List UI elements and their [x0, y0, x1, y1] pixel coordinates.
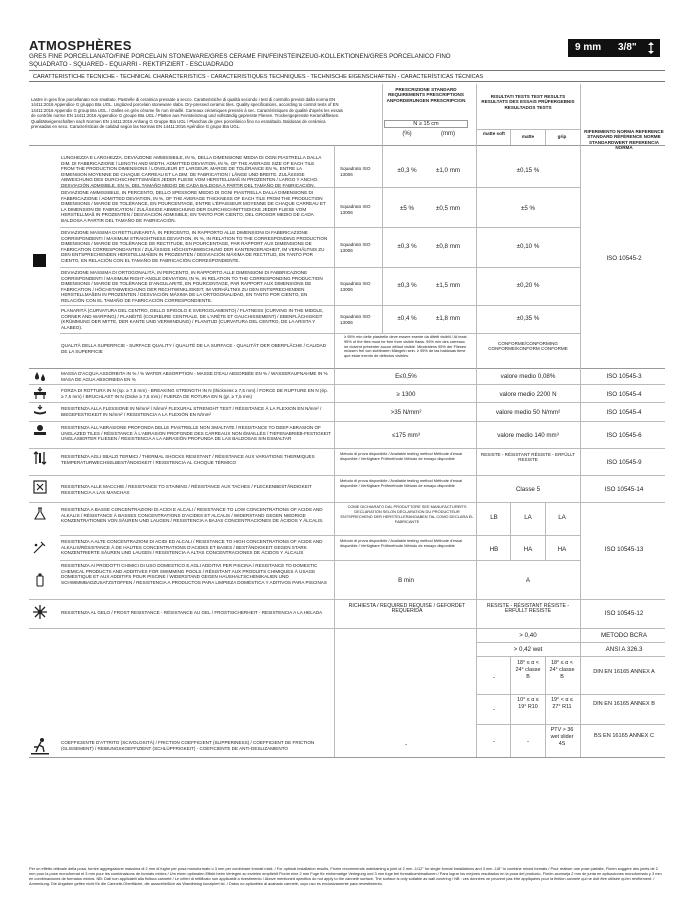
- chemical-v2: A: [525, 577, 531, 584]
- matte-header: matte: [521, 134, 535, 139]
- dimension-result: ±0,15 %: [516, 167, 540, 174]
- slip-person-icon: [31, 737, 49, 755]
- results-header: RISULTATI TESTS TEST RESULTS RESULTATS DES ESSAIS PRÜFERGEBNIS RESULTADOS TESTS: [481, 94, 575, 110]
- n-label: N ≥ 15 cm: [384, 120, 468, 128]
- chemical-requirement: COME DICHIARATO DAL PRODUTTORE SEE MANUFACTURER'S DECLARATION SELON DÉCLARATION DU PRODUCTEUR ENTSPRECHEND DER HERSTELLERANGABEN TAL COMO DECLARA EL FABRICANTE: [340, 504, 474, 524]
- dimension-cond: Squadrato ISO 13006: [340, 166, 371, 177]
- test-reference: ISO 10545-4: [606, 409, 642, 416]
- dimension-result: ±5 %: [520, 205, 536, 212]
- test-result: valore medio 140 mm³: [497, 432, 559, 439]
- matte-soft-header: matte soft: [483, 131, 505, 136]
- friction-v1: -: [492, 738, 496, 745]
- dimension-label: DEVIAZIONE MASSIMA DI ORTOGONALITÀ, IN PERCENTO, IN RAPPORTO ALLE DIMENSIONI DI FABBRICAZIONE CORRISPONDENTI / MAXIMUM RIGHT-ANGLE DEVIATION, IN %, IN RELATION TO THE CORRESPONDING PRODUCTION DIMENSIONS / MARGE DE TOLÉRANCE D'ANGULARITÉ, EN POURCENTAGE, PAR RAPPORT AUX DIMENSIONS DE FABRICATION / HÖCHSTABWEICHUNG DER RECHTWINKLIGKEIT, IM VERHÄLTNIS ZU DEN ENTSPRECHENDEN HERSTELLMAßEN IN PROZENTEN / DESVIACIÓN MÁXIMA DE LA ORTOGONALIDAD, EN TANTO POR CIENTO, EN RELACIÓN CON EL TAMAÑO DE FABRICACIÓN CORRESPONDIENTE.: [61, 270, 323, 303]
- test-label: RESISTENZA ALLA FLESSIONE IN N/mm² / N/mm² FLEXURAL STRENGHT TEST / RÉSISTANCE À LA FLEXION EN N/mm² / BIEGEFESTIGKEIT IN N/mm² / RESISTENCIA A LA FLEXIÓN EN N/mm²: [61, 406, 322, 417]
- dimension-label: DEVIAZIONE AMMISSIBILE, IN PERCENTO, DELLO SPESSORE MEDIO DI OGNI PIASTRELLA DALLA DIMENSIONE DI FABBRICAZIONE / ADMITTED DEVIATION, IN %, OF THE AVERAGE THICKNESS OF EACH TILE FROM THE PRODUCTION DIMENSIONS / MARGE DE TOLÉRANCE, EN POURCENTAGE, ENTRE L'ÉPAISSEUR MOYENNE DE CHAQUE CARREAU ET LA DIMENSION DE FABRICATION / ZULÄSSIGE ABWEICHUNG DER DURCHSCHNITTSDICKE JEDER FLIESE VOM HERSTELLMAß IN PROZENTEN / DESVIACIÓN ADMISIBLE, EN TANTO POR CIENTO, DEL GROSOR MEDIO DE CADA BALDOSA A PARTIR DEL TAMAÑO DE FABRICACIÓN.: [61, 190, 326, 223]
- acid-drop-icon: [33, 540, 47, 554]
- frost-requirement: RICHIESTA / REQUIRED REQUISE / GEFORDET REQUERIDA: [348, 603, 466, 615]
- frost-reference: ISO 10545-12: [604, 610, 644, 617]
- dimension-pct: ±0,3 %: [397, 243, 417, 250]
- thickness-badge: [568, 39, 660, 57]
- dimension-cond: Squadrato ISO 13006: [340, 242, 371, 253]
- dimension-pct: ±0,3 %: [397, 282, 417, 289]
- test-label: RESISTENZA ALL'ABRASIONE PROFONDA DELLE PIASTRELLE NON SMALTATE / RESISTANCE TO DEEP ABRASION OF UNGLAZED TILES / RÉSISTANCE À L'ABRASION PROFONDE DES CARREAUX NON ÉMAILLÉS / TIEFENABRIEB-FESTIGKEIT UNGLASIERTER FLIESEN / RESISTENCIA A LA ABRASIÓN PROFUNDA DE LAS BALDOSAS SIN ESMALTAR: [61, 425, 331, 442]
- dimension-result: ±0,10 %: [516, 243, 540, 250]
- test-result: Classe 5: [515, 486, 541, 493]
- dimension-pct: ±0,3 %: [397, 167, 417, 174]
- chemical-v3: LA: [558, 514, 566, 521]
- thickness-mm: 9 mm: [575, 42, 602, 53]
- test-result: valore medio 0,08%: [500, 373, 556, 380]
- frost-result: RESISTE - RÉSISTANT RÉSISTE - ERFÜLLT RESISTE: [486, 603, 570, 615]
- test-requirement: ≤175 mm³: [392, 432, 420, 439]
- household-chemical-icon: [33, 573, 47, 587]
- test-reference: ISO 10545-3: [606, 373, 642, 380]
- dimension-label: PLANARITÀ (CURVATURA DEL CENTRO, DELLO SPIGOLO E SVERGOLAMENTO) / FLATNESS (CURVING IN THE MIDDLE, CORNER AND WARPING) / PLANÉITÉ (COURBURE CENTRALE, DE L'ARÊTE ET GAUCHISSEMENT) / EBENFLÄCHIGKEIT (KRÜMMUNG DER MITTE, DER KANTE UND VERWINDUNG) / PLANITUD (CURVATURA DEL CENTRO, DE LA ARISTA Y ALABEO).: [61, 308, 324, 330]
- friction-v3: 19° < α ≤ 27° R11: [551, 697, 573, 710]
- test-result: RESISTE - RÉSISTANT RÉSISTE - ERFÜLLT RESISTE: [480, 452, 576, 463]
- abrasion-icon: [34, 424, 46, 436]
- page-title: ATMOSPHÈRES: [29, 38, 132, 53]
- dimension-cond: Squadrato ISO 13006: [340, 204, 371, 215]
- friction-requirement: -: [404, 741, 408, 748]
- square-tile-icon: [33, 254, 46, 267]
- test-requirement: Metodo di prova disponibile / Available testing method Méthode d'essai disponible / Verfügbare Prüfmethode Método de ensayo disponible: [340, 478, 463, 488]
- surface-label: QUALITÀ DELLA SUPERFICIE - SURFACE QUALITY / QUALITÉ DE LA SURFACE - QUALITÄT DER OBERFLÄCHE / CALIDAD DE LA SUPERFICIE: [61, 343, 327, 354]
- test-reference: ISO 10545-6: [606, 432, 642, 439]
- friction-reference: METODO BCRA: [601, 632, 647, 639]
- dimension-mm: ±1,8 mm: [435, 315, 461, 322]
- test-requirement: Metodo di prova disponibile / Available testing method Méthode d'essai disponible / Verfügbare Prüfmethode Método de ensayo disponible: [340, 451, 463, 461]
- dimension-mm: ±0,5 mm: [435, 205, 461, 212]
- mm-header: (mm): [441, 131, 455, 137]
- chemical-label: RESISTENZA A ALTE CONCENTRAZIONI DI ACIDI ED ALCALI / RESISTANCE TO HIGH CONCENTRATIONS OF ACIDS AND ALKALIS/RÉSISTANCE À DE HAUTES CONCENTRATIONS D'ACIDES ET BASES / BESTÄNDIGKEIT GEGEN STARK KONZENTRIERTE SÄUREN UND LAUGEN / RESISTENCIA A ALTAS CONCENTRACIONES DE ÁCIDOS Y ÁLCALIS: [61, 539, 323, 556]
- friction-reference: DIN EN 16165 ANNEX B: [593, 701, 655, 707]
- dimension-pct: ±5 %: [399, 205, 415, 212]
- chemical-v2: LA: [524, 514, 532, 521]
- dimension-cond: Squadrato ISO 13006: [340, 281, 371, 292]
- thermal-shock-icon: [33, 451, 47, 465]
- breaking-strength-icon: [34, 387, 46, 399]
- dimension-result: ±0,35 %: [516, 315, 540, 322]
- test-reference: ISO 10545-9: [606, 459, 642, 466]
- dimension-mm: ±1,0 mm: [435, 167, 461, 174]
- friction-v2: 18° ≤ α < 24° classe B: [515, 660, 541, 680]
- pct-header: (%): [402, 131, 412, 137]
- subtitle-line1: GRES FINE PORCELLANATO/FINE PORCELAIN STONEWARE/GRES CERAME FIN/FEINSTEINZEUG-KOLLEKTIONEN/GRES PORCELANICO FINO: [29, 53, 451, 60]
- friction-v1: -: [492, 706, 496, 713]
- friction-reference: DIN EN 16165 ANNEX A: [593, 669, 655, 675]
- chemical-v1: LB: [490, 514, 498, 521]
- test-label: RESISTENZA AGLI SBALZI TERMICI / THERMAL SHOCKS RESISTANT / RÉSISTANCE AUX VARIATIONS THERMIQUES TEMPERATURWECHSELBESTÄNDIGKEIT / RESISTENCIA AL CHOQUE TÉRMICO: [61, 454, 315, 465]
- dimension-label: DEVIAZIONE MASSIMA DI RETTILINEARITÀ, IN PERCENTO, IN RAPPORTO ALLE DIMENSIONI DI FABBRICAZIONE CORRISPONDENTI / MAXIMUM STRAIGHTNESS DEVIATION, IN %, IN RELATION TO THE CORRESPONDING PRODUCTION DIMENSIONS / MARGE DE TOLÉRANCE DE RECTITUDE, EN POURCENTAGE, PAR RAPPORT AUX DIMENSIONS DE FABRICATION CORRESPONDANTES / ZULÄSSIGE HÖCHSTABWEICHUNG DER KANTENGERADHEIT, IM VERHÄLTNIS ZU DEN ENTSPRECHENDEN HERSTELLMAßEN IN PROZENTEN / DESVIACIÓN MÁXIMA DE RECTITUD, EN TANTO POR CIENTO, EN RELACIÓN CON EL TAMAÑO DE FABRICACIÓN CORRESPONDIENTE.: [61, 230, 328, 263]
- test-result: valore medio 50 N/mm²: [495, 409, 561, 416]
- dimension-reference: ISO 10545-2: [606, 255, 642, 262]
- test-label: MASSA D'ACQUA ASSORBITA IN % / % WATER ABSORPTION - MASSE D'EAU ABSORBÉE EN % / WASSERAUFNAHME IN % MASA DE AGUA ABSORBIDA EN %: [61, 371, 328, 382]
- intro-text: Lastre in gres fine porcellanato non smaltato. Pastrelle di ceramica pressate a secco. Caratteristiche di qualità secondo i test di controllo previsti dalla norma EN 14411:2016 Appendice G gruppo BIa UGL. Unglazed porcelain stoneware slabs. Dry-pressed ceramic tiles. Quality specifications, according to control tests of EN 14411:2016 Appendix G group BIa UGL. / Dalles en grès cérame fin non émaillé. Carreaux céramiques pressés à sec. Caractéristiques de qualité d'après les essais de contrôle norme EN 14411:2016 Appendice G groupe BIa UGL / Platten aus Feinsteinzeug und vollständig gepresste Fliesen. Trockengepresste Keramikfliesen. Qualitätseigenschaften nach Normen EN 14411:2016 Anhang G Gruppe BIa UGL / Planchas de gres porcelánico fino no esmaltado. Baldosas de cerámica prensadas en seco. Características de calidad según las Normas EN 14411:2016 Apéndice G grupo BIa UGL.: [31, 97, 343, 130]
- grip-header: grip: [557, 134, 567, 139]
- chemical-label: RESISTENZA A BASSE CONCENTRAZIONI DI ACIDI E ALCALI / RESISTANCE TO LOW CONCENTRATIONS OF ACIDS AND ALKALIS / RÉSISTANCE À BASSES CONCENTRATIONS D'ACIDES ET ALCALIS / WIDERSTAND GEGEN NIEDRIGE KONZENTRATIONEN VON SÄUREN UND LAUGEN / RESISTENCIA A BAJAS CONCENTRACIONES DE ÁCIDOS Y ÁLCALIS.: [61, 507, 324, 524]
- test-requirement: E≤0,5%: [395, 373, 417, 380]
- test-label: FORZA DI ROTTURA IN N (sp. ≥ 7,5 mm) - BREAKING STRENGTH IN N (thickness ≥ 7,5 mm) / FORCE DE RUPTURE EN N (ép. ≥ 7,5 mm) / BRUCHLAST IN N (Dicke ≥ 7,5 mm) / FUERZA DE ROTURA EN N (gr. ≥ 7,5 mm): [61, 388, 328, 399]
- chemical-label: RESISTENZA AI PRODOTTI CHIMICI DI USO DOMESTICO E AGLI ADDITIVI PER PISCINA / RESISTANCE TO DOMESTIC CHEMICAL PRODUCTS AND ADDITIVES FOR SWIMMING POOLS / RÉSISTANT AUX PRODUITS CHIMIQUES À USAGE DOMESTIQUE ET AUX ADDITIFS POUR PISCINE / WIDERSTAND GEGEN HAUSHALTSCHEMIKALIEN UND SCHWIMMBADZUSATZSTOFFEN / RESISTENCIA A PRODUCTOS PARA LIMPIEZA DOMÉSTICA Y ADITIVOS PARA PISCINAS: [61, 563, 327, 585]
- test-reference: ISO 10545-4: [606, 391, 642, 398]
- test-label: RESISTENZA ALLE MACCHIE / RESISTANCE TO STAINING / RÉSISTANCE AUX TACHES / FLECKENBESTÄNDIGKEIT RESISTENCIA A LAS MANCHAS: [61, 484, 312, 495]
- friction-v1: -: [492, 674, 496, 681]
- chemical-flask-icon: [33, 507, 47, 521]
- footer-notes: Per un effetto ottimale della posa, fornire aggregazione massima di 2 mm di fughe per posa monoformato o 3 mm per combinare formati misti. / For optimal installation results, Florim recommends maintaining a joint of 2 mm -1/12" for single format installations and 3 mm -1/8" to combine mixed formats / Pour réaliser une pose parfaite, Florim suggère des joints de 2 mm pour la pose monoformat et 3 mm pour les combinaisons de formats mixtes / Um einen optimalen Effekt beim Verlegen zu erzielen empfiehlt Florim eine 2 mm Fuge für einformatige Verlegung und 3 mm fuge bei formatkombinationen / Para lograr los mejores resultados en la posa del producto, Florim aconseja 2 mm de junta en aplicaciones monoformato y 3 mm en combinaciones de formatos mixtos. NB: Dati non applicabili alla finitura cannetè / Le criteri di rettificato non applicabili a rivestimento / Above mentioned specifics do not apply to the cannetè surface. The surface is only suitable as wall covering / NB : ces données ne peuvent pas être appliquées pour la finition cannelé qui ne doit être utilisée qu'en revêtement. / Anmerkung: Die Angaben gelten nicht für die Cannetè-Oberfläche, die ausschließlich als Wandbelag konzipiert ist. / Datos no aplicables al acabado cannetè, cuyo uso es exclusivamente para revestimiento.: [29, 866, 662, 886]
- section-title: CARATTERISTICHE TECNICHE - TECHNICAL CHARACTERISTICS - CARACTERISTIQUES TECHNIQUES - TECHNISCHE EIGENSCHAFTEN - CARACTERÍSTICAS TÉCNICAS: [29, 70, 665, 82]
- surface-requirement: ≥ 95% min delle piastrelle deve essere esente da difetti visibili / At least 95% of the tiles must be free from visible flaws. 95% min des carreaux ne doivent présenter aucun défaut visible. Mindestens 95% der Fliesen müssen frei von sichtbaren Mängeln sein. ≥ 95% de las baldosas tiene que estar exento de defectos visibles.: [344, 334, 467, 359]
- reference-header: RIFERIMENTO NORMA REFERENCE STANDARD RÉFÉRENCE NORME STANDARDWERT REFERENCIA NORMA: [584, 129, 664, 151]
- dimension-cond: Squadrato ISO 13006: [340, 314, 371, 325]
- chemical-v3: HA: [557, 546, 567, 553]
- friction-value: > 0,40: [519, 632, 537, 639]
- dimension-pct: ±0,4 %: [397, 315, 417, 322]
- test-reference: ISO 10545-14: [604, 486, 644, 493]
- dimension-mm: ±0,8 mm: [435, 243, 461, 250]
- chemical-reference: ISO 10545-13: [604, 546, 644, 553]
- flexural-strength-icon: [34, 405, 46, 417]
- subtitle-line2: SQUADRATO - SQUARED - EQUARRI - REKTIFIZIERT - ESCUADRADO: [29, 61, 234, 68]
- friction-value: > 0,42 wet: [513, 646, 543, 653]
- friction-reference: ANSI A 326.3: [605, 646, 643, 653]
- friction-reference: BS EN 16165 ANNEX C: [593, 733, 654, 739]
- test-result: valore medio 2200 N: [499, 391, 557, 398]
- test-requirement: >35 N/mm²: [390, 409, 422, 416]
- thickness-arrow-icon: [648, 42, 654, 54]
- friction-v3: PTV > 36 wet slider 4S: [550, 727, 574, 747]
- chemical-v2: HA: [523, 546, 533, 553]
- thickness-in: 3/8": [618, 42, 637, 53]
- chemical-requirement: B min: [398, 577, 414, 584]
- test-requirement: ≥ 1300: [396, 391, 416, 398]
- friction-v2: -: [526, 738, 530, 745]
- requirements-header: PRESCRIZIONE STANDARD REQUIREMENTS PRESCRIPTIONS ANFORDERUNGEN PRESCRIPCION: [386, 87, 466, 103]
- chemical-requirement: Metodo di prova disponibile / Available testing method Méthode d'essai disponible / Verfügbare Prüfmethode Método de ensayo disponible: [340, 538, 463, 548]
- friction-label: COEFFICIENTE D'ATTRITO (SCIVOLOSITÀ) / FRICTION COEFFICIENT (SLIPPERINESS) / COEFFICIENT DE FRICTION (GLISSEMENT) / REIBUNGSKOEFFIZIENT (SCHLÜPFRIGKEIT) - COEFICIENTE DE ANTI-DESLIZAMIENTO: [61, 740, 315, 751]
- friction-v2: 10° ≤ α ≤ 19° R10: [517, 697, 539, 710]
- dimension-result: ±0,20 %: [516, 282, 540, 289]
- stain-icon: [33, 480, 47, 494]
- frost-label: RESISTENZA AL GELO / FROST RESISTANCE - RÉSISTANCE AU GEL / FROSTSICHERHEIT - RESISTENCIA A LA HELADA: [61, 610, 323, 615]
- surface-result: CONFORME/CONFORMING CONFORME/KONFORM CONFORME: [488, 341, 568, 352]
- dimension-label: LUNGHEZZA E LARGHEZZA. DEVIAZIONE AMMISSIBILE, IN %, DELLA DIMENSIONE MEDIA DI OGNI PIASTRELLA DALLA DIM. DI FABBRICAZIONE / LENGTH AND WIDTH. ADMITTED DEVIATION, IN %, OF THE AVERAGE SIZE OF EACH TILE FROM THE PRODUCTION DIMENSIONS / LONGUEUR ET LARGEUR. MARGE DE TOLÉRANCE EN %, ENTRE LA DIMENSION MOYENNE DE CHAQUE CARREAU ET LA DIM. DE FABRICATION / LÄNGE UND BREITE. ZULÄSSIGE ABWEICHUNG DES DURCHSCHNITTSMAßES JEDER FLIESE VOM HERSTELLMAß IN PROZENTEN / LARGO Y ANCHO. DESVIACIÓN ADMISIBLE, EN %, DEL TAMAÑO MEDIO DE CADA BALDOSA A PARTIR DEL TAMAÑO DE FABRICACIÓN.: [61, 155, 322, 188]
- friction-v3: 18° ≤ α < 24° classe B: [549, 660, 575, 680]
- dimension-mm: ±1,5 mm: [435, 282, 461, 289]
- snowflake-icon: [33, 605, 47, 619]
- water-drops-icon: [34, 371, 46, 382]
- chemical-v1: HB: [489, 546, 499, 553]
